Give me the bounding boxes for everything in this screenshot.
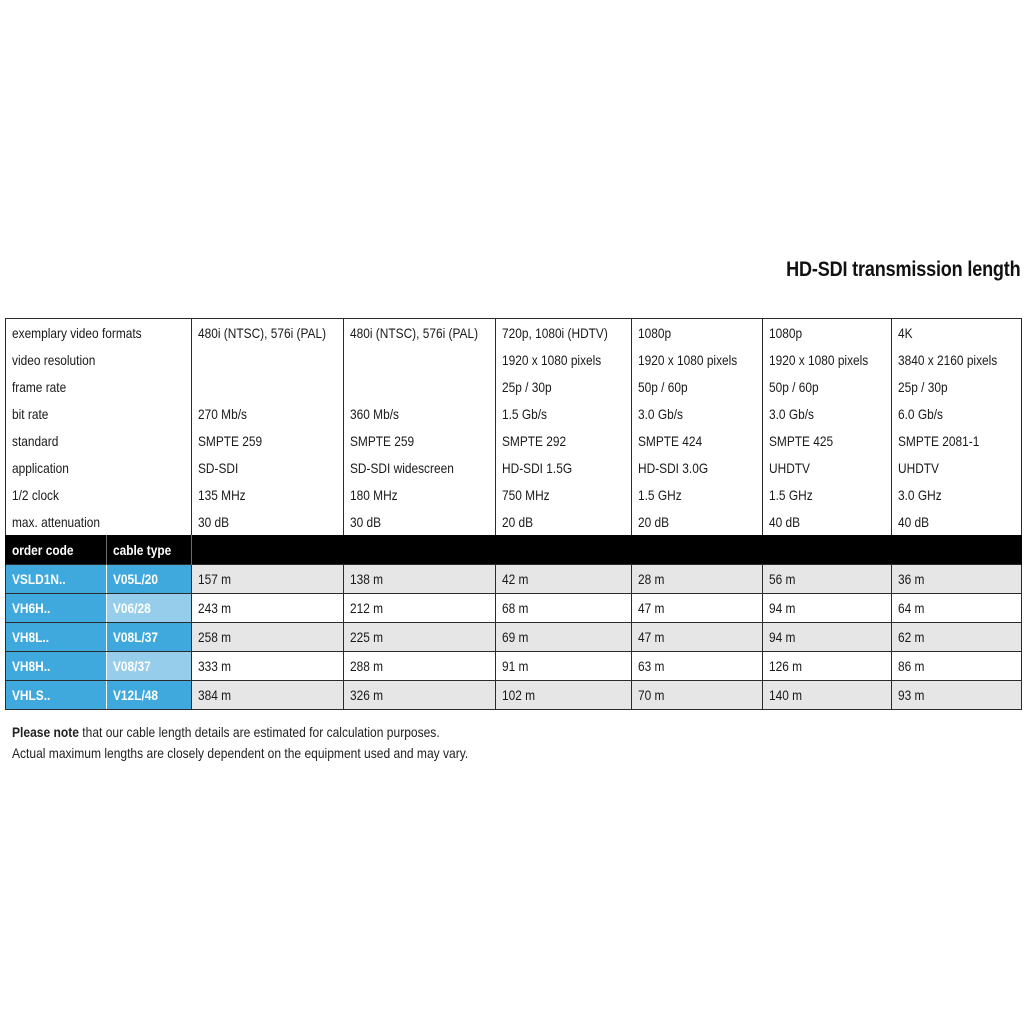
cable-type-text: V12L/48: [113, 687, 158, 703]
spec-label-text: application: [12, 459, 69, 476]
spec-value: [344, 319, 496, 347]
spec-value: [344, 427, 496, 454]
order-code: [6, 652, 107, 681]
header-order-code-text: order code: [12, 541, 74, 558]
length-value-text: 326 m: [350, 687, 384, 703]
length-value: [763, 623, 892, 652]
spec-value: [344, 454, 496, 481]
order-code-text: VHLS..: [12, 687, 51, 703]
spec-value: [892, 481, 1022, 508]
spec-value-text: 1080p: [638, 324, 672, 341]
spec-value-text: 480i (NTSC), 576i (PAL): [198, 324, 327, 341]
spec-label: [6, 454, 192, 481]
cable-type: [107, 681, 192, 710]
length-value: [496, 681, 632, 710]
order-code-text: VH8L..: [12, 629, 50, 645]
cable-type: [107, 623, 192, 652]
spec-row: [6, 481, 1022, 508]
length-value: [632, 652, 763, 681]
spec-value-text: 1920 x 1080 pixels: [638, 351, 738, 368]
length-value-text: 91 m: [502, 658, 529, 674]
spec-value-text: SMPTE 292: [502, 432, 567, 449]
length-value: [763, 652, 892, 681]
spec-label-text: 1/2 clock: [12, 486, 59, 503]
length-value-text: 64 m: [898, 600, 925, 616]
length-value-text: 56 m: [769, 571, 796, 587]
spec-value-text: 3840 x 2160 pixels: [898, 351, 998, 368]
spec-value-text: 3.0 GHz: [898, 486, 942, 503]
cable-row: [6, 623, 1022, 652]
length-value: [496, 623, 632, 652]
spec-value-text: 360 Mb/s: [350, 405, 399, 422]
length-value-text: 86 m: [898, 658, 925, 674]
spec-label: [6, 508, 192, 535]
spec-value: [192, 319, 344, 347]
length-value: [344, 681, 496, 710]
spec-value: [632, 346, 763, 373]
spec-value-text: 135 MHz: [198, 486, 246, 503]
spec-value-text: 30 dB: [198, 513, 230, 530]
cable-type-text: V08L/37: [113, 629, 158, 645]
length-value: [632, 594, 763, 623]
spec-label: [6, 319, 192, 347]
header-cable-type: [107, 535, 192, 565]
spec-value-text: 480i (NTSC), 576i (PAL): [350, 324, 479, 341]
length-value: [192, 681, 344, 710]
spec-value: [192, 427, 344, 454]
cable-type: [107, 594, 192, 623]
length-value: [892, 594, 1022, 623]
spec-value-text: 1.5 GHz: [769, 486, 813, 503]
spec-value-text: 25p / 30p: [898, 378, 948, 395]
spec-value: [763, 319, 892, 347]
spec-value-text: SMPTE 424: [638, 432, 703, 449]
spec-value: [763, 346, 892, 373]
spec-value-text: UHDTV: [898, 459, 940, 476]
order-code-text: VH8H..: [12, 658, 51, 674]
spec-value-text: HD-SDI 1.5G: [502, 459, 573, 476]
spec-value: [344, 481, 496, 508]
length-value: [892, 623, 1022, 652]
spec-value: [632, 373, 763, 400]
spec-label: [6, 346, 192, 373]
length-value: [892, 681, 1022, 710]
length-value: [344, 594, 496, 623]
length-value-text: 333 m: [198, 658, 232, 674]
spec-value: [892, 346, 1022, 373]
length-value: [892, 652, 1022, 681]
spec-value-text: 4K: [898, 324, 913, 341]
cable-row: [6, 652, 1022, 681]
spec-value: [763, 400, 892, 427]
spec-label-text: bit rate: [12, 405, 49, 422]
length-value-text: 62 m: [898, 629, 925, 645]
length-value-text: 70 m: [638, 687, 665, 703]
length-value-text: 102 m: [502, 687, 536, 703]
spec-value-text: SMPTE 259: [198, 432, 263, 449]
length-value: [496, 652, 632, 681]
length-value-text: 288 m: [350, 658, 384, 674]
length-value-text: 384 m: [198, 687, 232, 703]
length-value-text: 126 m: [769, 658, 803, 674]
header-cable-type-text: cable type: [113, 541, 172, 558]
length-value-text: 94 m: [769, 600, 796, 616]
spec-label: [6, 427, 192, 454]
spec-row: [6, 373, 1022, 400]
spec-value: [192, 454, 344, 481]
spec-row: [6, 508, 1022, 535]
spec-value: [892, 319, 1022, 347]
length-value: [344, 565, 496, 594]
spec-row: [6, 454, 1022, 481]
spec-label-text: max. attenuation: [12, 513, 100, 530]
spec-label: [6, 481, 192, 508]
spec-value: [763, 454, 892, 481]
length-value-text: 47 m: [638, 629, 665, 645]
spec-label: [6, 400, 192, 427]
length-value: [192, 652, 344, 681]
length-value-text: 28 m: [638, 571, 665, 587]
spec-value-text: 6.0 Gb/s: [898, 405, 943, 422]
spec-value: [632, 454, 763, 481]
spec-value-text: HD-SDI 3.0G: [638, 459, 709, 476]
footnote-text-1: that our cable length details are estimated for calculation purposes.: [78, 724, 440, 740]
spec-value: [763, 427, 892, 454]
length-value-text: 140 m: [769, 687, 803, 703]
spec-label-text: frame rate: [12, 378, 67, 395]
spec-value: [496, 508, 632, 535]
spec-value-text: 1.5 GHz: [638, 486, 682, 503]
footnote: [12, 722, 542, 764]
length-value-text: 94 m: [769, 629, 796, 645]
cable-type: [107, 565, 192, 594]
spec-value-text: 270 Mb/s: [198, 405, 247, 422]
spec-value-text: SD-SDI: [198, 459, 239, 476]
spec-value: [632, 508, 763, 535]
spec-row: [6, 346, 1022, 373]
spec-value: [496, 400, 632, 427]
spec-value: [763, 481, 892, 508]
length-value-text: 36 m: [898, 571, 925, 587]
spec-value-text: UHDTV: [769, 459, 811, 476]
length-value: [192, 594, 344, 623]
length-value: [763, 565, 892, 594]
spec-value: [496, 427, 632, 454]
cable-type-text: V06/28: [113, 600, 151, 616]
spec-value: [763, 373, 892, 400]
length-value-text: 69 m: [502, 629, 529, 645]
cable-type-text: V05L/20: [113, 571, 158, 587]
spec-value-text: 40 dB: [898, 513, 930, 530]
spec-value-text: 1.5 Gb/s: [502, 405, 547, 422]
order-code: [6, 623, 107, 652]
spec-value: [892, 454, 1022, 481]
spec-value-text: SMPTE 2081-1: [898, 432, 980, 449]
length-value: [763, 681, 892, 710]
spec-value: [344, 373, 496, 400]
length-value: [496, 594, 632, 623]
spec-value: [192, 373, 344, 400]
spec-value-text: SMPTE 425: [769, 432, 834, 449]
order-code-text: VSLD1N..: [12, 571, 66, 587]
spec-value-text: 25p / 30p: [502, 378, 552, 395]
footnote-emphasis: Please note: [12, 724, 79, 740]
spec-value-text: 1080p: [769, 324, 803, 341]
order-code: [6, 565, 107, 594]
length-value-text: 157 m: [198, 571, 232, 587]
spec-value: [192, 346, 344, 373]
spec-value: [892, 373, 1022, 400]
spec-value: [892, 427, 1022, 454]
spec-label: [6, 373, 192, 400]
cable-header-row: [6, 535, 1022, 565]
length-value: [632, 565, 763, 594]
spec-value: [192, 508, 344, 535]
spec-value: [632, 400, 763, 427]
spec-value: [763, 508, 892, 535]
spec-value-text: 3.0 Gb/s: [638, 405, 683, 422]
length-value: [763, 594, 892, 623]
spec-value: [632, 427, 763, 454]
spec-value: [496, 346, 632, 373]
spec-label-text: standard: [12, 432, 59, 449]
spec-value-text: 1920 x 1080 pixels: [769, 351, 869, 368]
length-value: [192, 623, 344, 652]
length-value: [892, 565, 1022, 594]
spec-value-text: 720p, 1080i (HDTV): [502, 324, 608, 341]
length-value-text: 243 m: [198, 600, 232, 616]
spec-row: [6, 319, 1022, 347]
spec-value: [344, 508, 496, 535]
spec-value-text: SD-SDI widescreen: [350, 459, 454, 476]
header-order-code: [6, 535, 107, 565]
order-code-text: VH6H..: [12, 600, 51, 616]
order-code: [6, 594, 107, 623]
spec-label-text: video resolution: [12, 351, 96, 368]
length-value-text: 138 m: [350, 571, 384, 587]
spec-row: [6, 400, 1022, 427]
length-value: [192, 565, 344, 594]
spec-value: [496, 373, 632, 400]
page-title: HD-SDI transmission length: [785, 258, 1020, 281]
cable-type-text: V08/37: [113, 658, 151, 674]
spec-value-text: 40 dB: [769, 513, 801, 530]
spec-value-text: 180 MHz: [350, 486, 398, 503]
length-value: [344, 652, 496, 681]
header-filler: [192, 535, 1022, 565]
length-value: [344, 623, 496, 652]
order-code: [6, 681, 107, 710]
transmission-length-table: [5, 318, 1022, 710]
footnote-line-1: [12, 722, 468, 743]
spec-value: [496, 319, 632, 347]
length-value: [496, 565, 632, 594]
length-value-text: 212 m: [350, 600, 384, 616]
length-value: [632, 623, 763, 652]
spec-value: [632, 481, 763, 508]
length-value-text: 258 m: [198, 629, 232, 645]
spec-value-text: 3.0 Gb/s: [769, 405, 814, 422]
spec-value: [892, 400, 1022, 427]
spec-value: [344, 346, 496, 373]
length-value-text: 47 m: [638, 600, 665, 616]
spec-value-text: 20 dB: [638, 513, 670, 530]
length-value-text: 225 m: [350, 629, 384, 645]
spec-value: [632, 319, 763, 347]
cable-type: [107, 652, 192, 681]
cable-row: [6, 594, 1022, 623]
spec-value: [496, 454, 632, 481]
length-value-text: 63 m: [638, 658, 665, 674]
cable-row: [6, 681, 1022, 710]
spec-value-text: 30 dB: [350, 513, 382, 530]
length-value-text: 68 m: [502, 600, 529, 616]
spec-value: [192, 400, 344, 427]
spec-value-text: 1920 x 1080 pixels: [502, 351, 602, 368]
spec-value: [192, 481, 344, 508]
spec-value-text: 20 dB: [502, 513, 534, 530]
length-value: [632, 681, 763, 710]
spec-value: [496, 481, 632, 508]
spec-value-text: SMPTE 259: [350, 432, 415, 449]
cable-row: [6, 565, 1022, 594]
length-value-text: 93 m: [898, 687, 925, 703]
spec-label-text: exemplary video formats: [12, 324, 142, 341]
footnote-line-2: Actual maximum lengths are closely dependent on the equipment used and may vary.: [12, 745, 469, 761]
spec-value: [344, 400, 496, 427]
spec-row: [6, 427, 1022, 454]
spec-value-text: 50p / 60p: [769, 378, 819, 395]
spec-value: [892, 508, 1022, 535]
spec-value-text: 50p / 60p: [638, 378, 688, 395]
spec-value-text: 750 MHz: [502, 486, 550, 503]
length-value-text: 42 m: [502, 571, 529, 587]
